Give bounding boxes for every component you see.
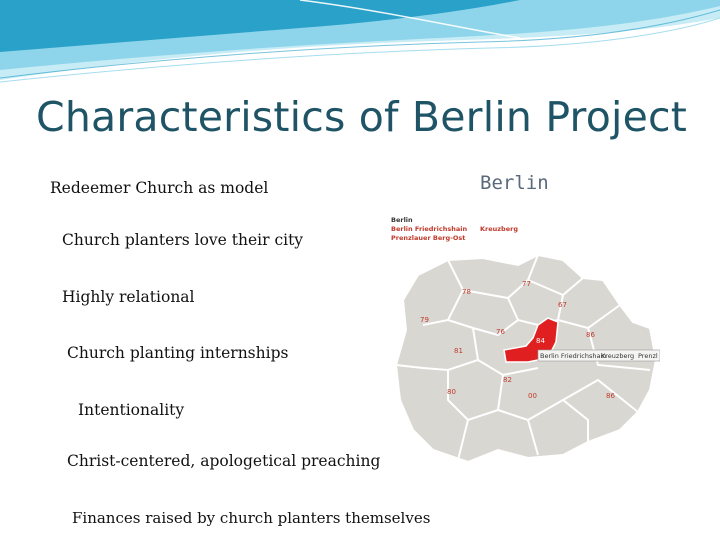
district-number: 79 <box>420 316 429 324</box>
map-title: Berlin <box>480 172 549 194</box>
district-number: 76 <box>496 328 505 336</box>
district-number: 00 <box>528 392 537 400</box>
bullet-item: Highly relational <box>62 288 195 306</box>
bullet-item: Redeemer Church as model <box>50 179 269 197</box>
bullet-item: Church planters love their city <box>62 231 304 249</box>
district-number: 80 <box>447 388 456 396</box>
berlin-district-map <box>388 250 660 470</box>
district-number: 81 <box>454 347 463 355</box>
callout-district-label: Berlin Friedrichshain <box>540 352 607 360</box>
district-number: 67 <box>558 301 567 309</box>
district-number: 86 <box>606 392 615 400</box>
map-legend-prenzlauer: Prenzlauer Berg-Ost <box>391 234 466 242</box>
bullet-item: Intentionality <box>78 401 185 419</box>
callout-extra-label: Prenzl <box>638 352 658 360</box>
district-number: 82 <box>503 376 512 384</box>
district-number: 78 <box>462 288 471 296</box>
map-legend-friedrichshain: Berlin Friedrichshain <box>391 225 468 233</box>
callout-kreuzberg-label: Kreuzberg <box>601 352 635 360</box>
bullet-item: Church planting internships <box>67 344 289 362</box>
map-legend-berlin: Berlin <box>391 216 413 224</box>
district-number: 77 <box>522 280 531 288</box>
district-number: 84 <box>536 337 545 345</box>
bullet-item: Finances raised by church planters themselves <box>72 509 431 527</box>
map-legend-kreuzberg: Kreuzberg <box>480 225 518 233</box>
bullet-item: Christ-centered, apologetical preaching <box>67 452 381 470</box>
district-number: 86 <box>586 331 595 339</box>
header-wave-decoration <box>0 0 720 95</box>
slide-title: Characteristics of Berlin Project <box>36 93 688 141</box>
